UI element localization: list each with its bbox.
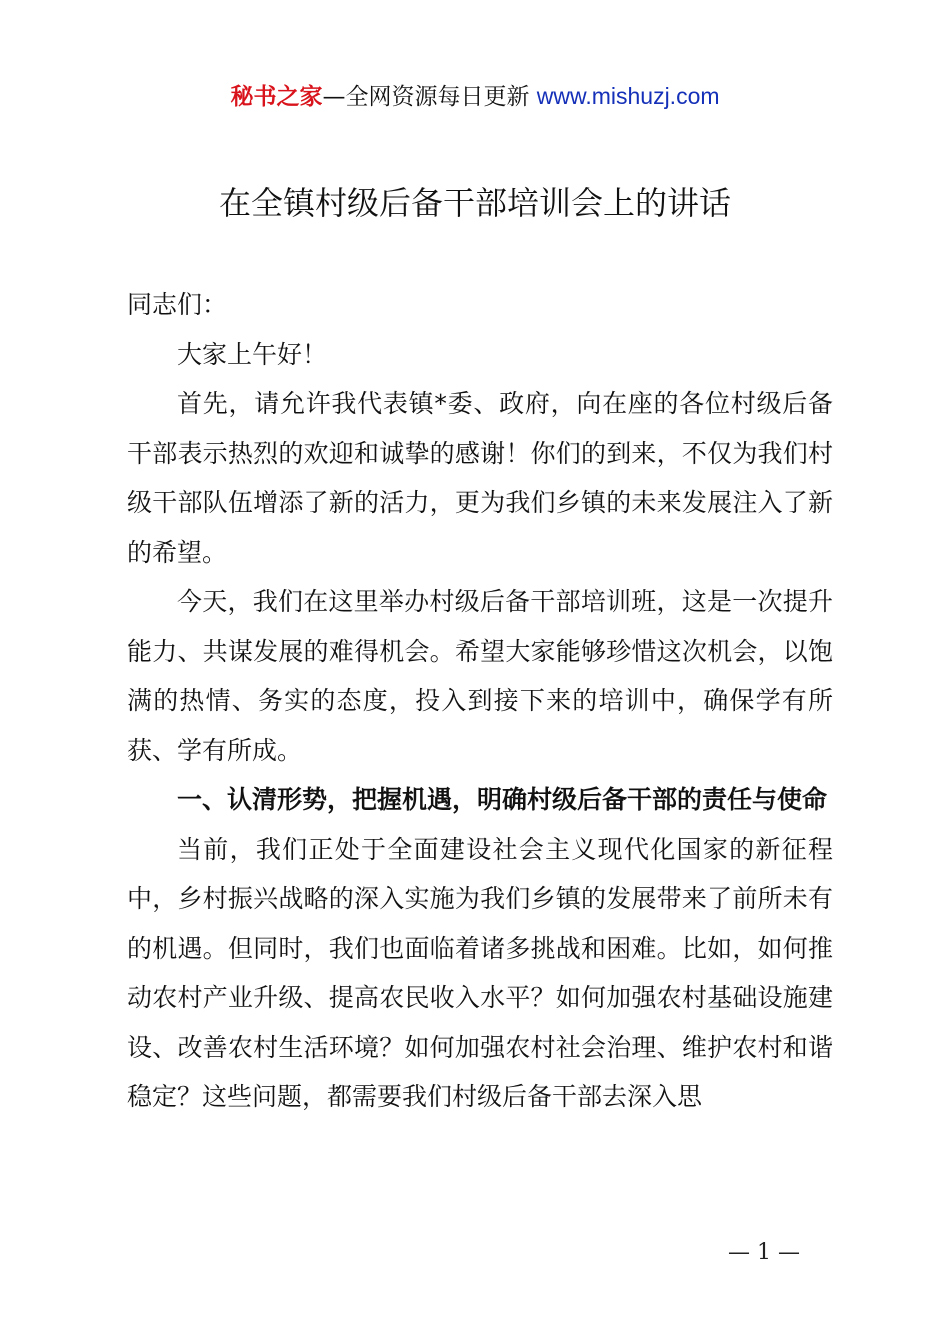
section-heading-1: 一、认清形势，把握机遇，明确村级后备干部的责任与使命 xyxy=(177,785,828,814)
document-title: 在全镇村级后备干部培训会上的讲话 xyxy=(218,184,731,222)
site-url-link[interactable]: www.mishuzj.com xyxy=(536,83,720,109)
brand-name: 秘书之家 xyxy=(230,84,323,110)
paragraph-greeting: 大家上午好！ xyxy=(177,339,328,369)
paragraph-welcome: 首先，请允许我代表镇*委、政府，向在座的各位村级后备干部表示热烈的欢迎和诚挚的感谢！你们的到来，不仅为我们村级干部队伍增添了新的活力，更为我们乡镇的未来发展注入了新的希望。 xyxy=(127,389,833,567)
document-body xyxy=(127,280,833,1122)
header-tagline: —全网资源每日更新 xyxy=(322,84,537,110)
page-number: — 1 — xyxy=(728,1240,800,1265)
salutation: 同志们： xyxy=(127,290,228,319)
site-header xyxy=(0,80,950,113)
paragraph-situation: 当前，我们正处于全面建设社会主义现代化国家的新征程中，乡村振兴战略的深入实施为我们乡镇的发展带来了前所未有的机遇。但同时，我们也面临着诸多挑战和困难。比如，如何推动农村产业升级、提高农民收入水平？如何加强农村基础设施建设、改善农村生活环境？如何加强农村社会治理、维护农村和谐稳定？这些问题，都需要我们村级后备干部去深入思 xyxy=(127,834,833,1111)
paragraph-purpose: 今天，我们在这里举办村级后备干部培训班，这是一次提升能力、共谋发展的难得机会。希望大家能够珍惜这次机会，以饱满的热情、务实的态度，投入到接下来的培训中，确保学有所获、学有所成。 xyxy=(127,587,833,765)
